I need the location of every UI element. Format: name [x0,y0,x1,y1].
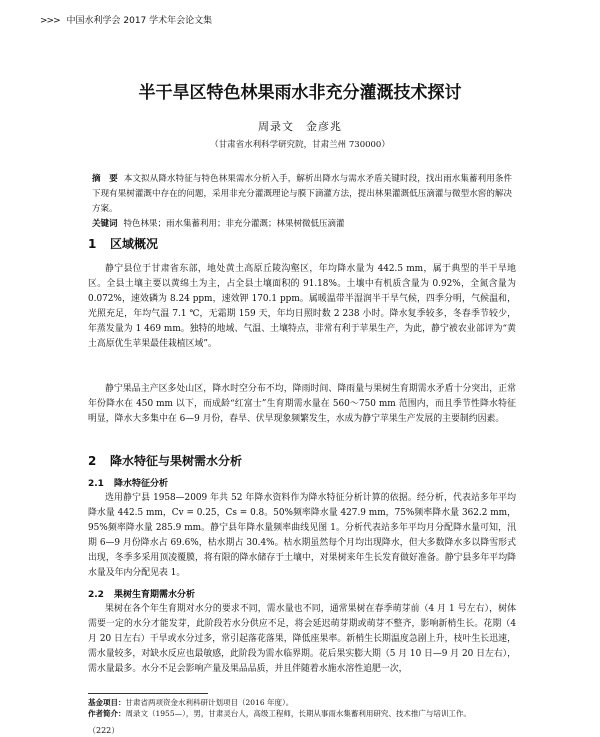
section-heading-1 [88,235,158,252]
subsection-number: 2.1 [88,479,104,489]
section-number: 2 [88,454,97,468]
section-heading-2 [88,452,242,469]
keywords-label: 关键词 [92,219,118,229]
footnote-fund [88,697,518,708]
footnote-divider [88,693,208,694]
footnote-author-text: 周录文（1955—），男，甘肃灵台人，高级工程师，长期从事雨水集蓄利用研究、技术推广与培训工作。 [125,709,471,718]
abstract [92,172,512,217]
paragraph-fruit-production: 静宁果品主产区多处山区，降水时空分布不均，降雨时间、降雨量与果树生育期需水矛盾十分突出，正常年份降水在 450 mm 以下，而成龄“红富士”生育期需水量在 560～750 mm 范围内，而且季节性降水特征明显，降水大多集中在 6—9 月份，春旱、伏旱现象频繁发生，水成为静宁苹果生产发展的主要制约因素。 [88,384,516,424]
subsection-title: 果树生育期需水分析 [114,590,196,600]
running-head-text: 中国水利学会 2017 学术年会论文集 [66,16,213,26]
subsection-number: 2.2 [88,590,104,600]
keywords [92,217,512,232]
paragraph-precipitation: 选用静宁县 1958—2009 年共 52 年降水资料作为降水特征分析计算的依据。经分析，代表站多年平均降水量 442.5 mm，Cv = 0.25，Cs = 0.8。50%频率降水量 427.9 mm，75%频率降水量 362.2 mm，95%频率降水量 285.9 mm。静宁县年降水量频率曲线见图 1。分析代表站多年平均月分配降水量可知，汛期 6—9 月份降水占 69.6%，枯水期占 30.4%。枯水期虽然每个月均出现降水，但大多数降水多以降雪形式出现，冬季多采用顶凌覆膜，将有限的降水储存于土壤中，对果树来年生长发育做好准备。静宁县多年平均降水量及年内分配见表 1。 [88,493,516,578]
subsection-title: 降水特征分析 [114,479,169,489]
abstract-block [92,172,512,232]
section-title: 降水特征与果树需水分析 [110,454,243,468]
authors: 周录文 金彦兆 [258,120,342,133]
affiliation: （甘肃省水利科学研究院，甘肃兰州 730000） [210,140,390,150]
footnote-fund-label: 基金项目： [88,698,126,707]
paper-title: 半干旱区特色林果雨水非充分灌溉技术探讨 [138,83,462,103]
paragraph-region-overview: 静宁县位于甘肃省东部，地处黄土高原丘陵沟壑区，年均降水量为 442.5 mm，属于典型的半干旱地区。全县土壤主要以黄绵土为主，占全县土壤面积的 91.18%。土壤中有机质含量为 0.92%，全氮含量为 0.072%，速效磷为 8.24 ppm，速效钾 170.1 ppm。属暖温带半湿润半干旱气候，四季分明，气候温和，光照充足，年均气温 7.1 ℃，无霜期 159 天，年均日照时数 2 238 小时。降水复季较多，冬春季节较少，年蒸发量为 1 469 mm。独特的地域、气温、土壤特点，非常有利于苹果生产，为此，静宁被农业部评为“黄土高原优生苹果最佳栽植区域”。 [88,264,516,349]
section-number: 1 [88,237,97,251]
subsection-heading-2-2 [88,587,195,600]
footnote-author-label: 作者简介： [88,709,126,718]
paragraph-water-demand: 果树在各个年生育期对水分的要求不同，需水量也不同，通常果树在春季萌芽前（4 月 1 号左右），树体需要一定的水分才能发芽，此阶段若水分供应不足，将会延迟萌芽期或萌芽不整齐，影响新梢生长。花期（4 月 20 日左右）干旱或水分过多，常引起落花落果，降低座果率。新梢生长期温度急剧上升，枝叶生长迅速，需水量较多，对缺水反应也最敏感，此阶段为需水临界期。花后果实膨大期（5 月 10 日—9 月 20 日左右），需水量最多。水分不足会影响产量及果品品质，并且伴随着水施水溶性追肥一次， [88,604,516,674]
abstract-label: 摘 要 [92,174,118,184]
subsection-heading-2-1 [88,476,168,489]
page-number: （222） [88,726,120,735]
footnotes [88,697,518,719]
section-title: 区域概况 [110,237,159,251]
running-head-chevron-icon: >>> [40,16,60,26]
keywords-text: 特色林果；雨水集蓄利用；非充分灌溉；林果树微低压滴灌 [123,219,345,229]
abstract-text: 本文拟从降水特征与特色林果需水分析入手，解析出降水与需水矛盾关键时段，找出雨水集蓄利用条件下现有果树灌溉中存在的问题，采用非充分灌溉理论与膜下滴灌方法，提出林果灌溉低压滴灌与微型水窖的解决方案。 [92,174,512,214]
footnote-fund-text: 甘肃省两项资金水利科研计划项目（2016 年度）。 [125,698,294,707]
footnote-author [88,708,518,719]
running-head [40,13,212,26]
